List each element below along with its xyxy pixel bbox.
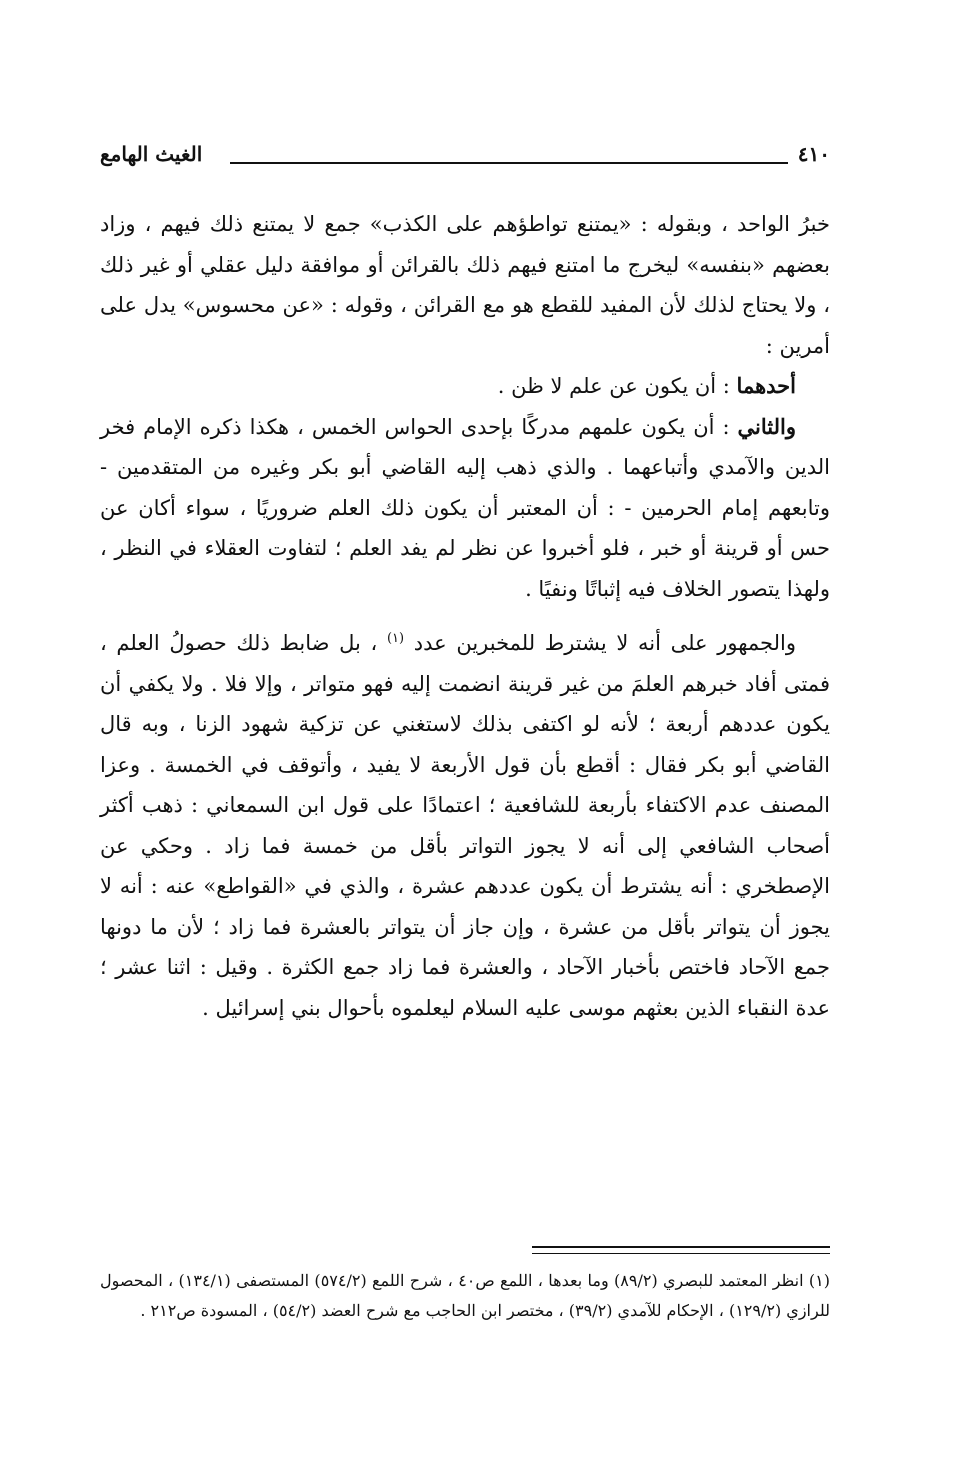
footnotes — [100, 1266, 830, 1326]
paragraph-1: خبرُ الواحد ، وبقوله : «يمتنع تواطؤهم على الكذب» جمع لا يمتنع ذلك فيهم ، وزاد بعضهم «بنفسه» ليخرج ما امتنع فيهم ذلك بالقرائن أو موافقة دليل عقلي أو غير ذلك ، ولا يحتاج لذلك لأن المفيد للقطع هو مع القرائن ، وقوله : «عن محسوس» يدل على أمرين : — [100, 212, 830, 358]
paragraph-2-text: : أن يكون عن علم لا ظن . — [497, 374, 737, 398]
paragraph-2-label: أحدهما — [736, 373, 796, 398]
paragraph-3-text: : أن يكون علمهم مدركًا بإحدى الحواس الخمس ، هكذا ذكره الإمام فخر الدين والآمدي وأتباعهما . والذي ذهب إليه القاضي أبو بكر وغيره من المتقدمين - وتابعهم إمام الحرمين - : أن المعتبر أن يكون ذلك العلم ضروريًا ، سواء أكان عن حس أو قرينة أو خبر ، فلو أخبروا عن نظر لم يفد العلم ؛ لتفاوت العقلاء في النظر ، ولهذا يتصور الخلاف فيه إثباتًا ونفيًا . — [100, 414, 830, 601]
paragraph-2 — [100, 366, 830, 407]
main-text — [100, 204, 830, 1028]
page-number: ٤١٠ — [797, 142, 830, 166]
footnote-separator — [532, 1246, 830, 1254]
footnote-1: (١) انظر المعتمد للبصري (٨٩/٢) وما بعدها ، اللمع ص٤٠ ، شرح اللمع (٥٧٤/٢) المستصفى (١٣٤/١) ، المحصول للرازي (١٢٩/٢) ، الإحكام للآمدي (٣٩/٢) ، مختصر ابن الحاجب مع شرح العضد (٥٤/٢) ، المسودة ص٢١٢ . — [100, 1271, 830, 1320]
page-header — [100, 140, 830, 180]
paragraph-4-rest: ، بل ضابط ذلك حصولُ العلم ، فمتى أفاد خبرهم العلمَ من غير قرينة انضمت إليه فهو متواتر ، وإلا فلا . ولا يكفي أن يكون عددهم أربعة ؛ لأنه لو اكتفى بذلك لاستغني عن تزكية شهود الزنا ، وبه قال القاضي أبو بكر فقال : أقطع بأن قول الأربعة لا يفيد ، وأتوقف في الخمسة . وعزا المصنف عدم الاكتفاء بأربعة للشافعية ؛ اعتمادًا على قول ابن السمعاني : ذهب أكثر أصحاب الشافعي إلى أنه لا يجوز التواتر بأقل من خمسة فما زاد . وحكي عن الإصطخري : أنه يشترط أن يكون عددهم عشرة ، والذي في «القواطع» عنه : أنه لا يجوز أن يتواتر بأقل من عشرة ، وإن جاز أن يتواتر بالعشرة فما زاد ؛ لأن ما دونها جمع الآحاد فاختص بأخبار الآحاد ، والعشرة فما زاد جمع الكثرة . وقيل : اثنا عشر ؛ عدة النقباء الذين بعثهم موسى عليه السلام ليعلموه بأحوال بني إسرائيل . — [100, 631, 831, 1020]
paragraph-3-label: والثاني — [737, 413, 796, 439]
header-rule — [230, 162, 788, 164]
paragraph-3 — [100, 407, 830, 610]
footnote-reference: (١) — [386, 631, 405, 646]
paragraph-4-start: والجمهور على أنه لا يشترط للمخبرين عدد — [404, 631, 796, 655]
running-title: الغيث الهامع — [100, 142, 203, 166]
paragraph-4 — [100, 619, 830, 1028]
